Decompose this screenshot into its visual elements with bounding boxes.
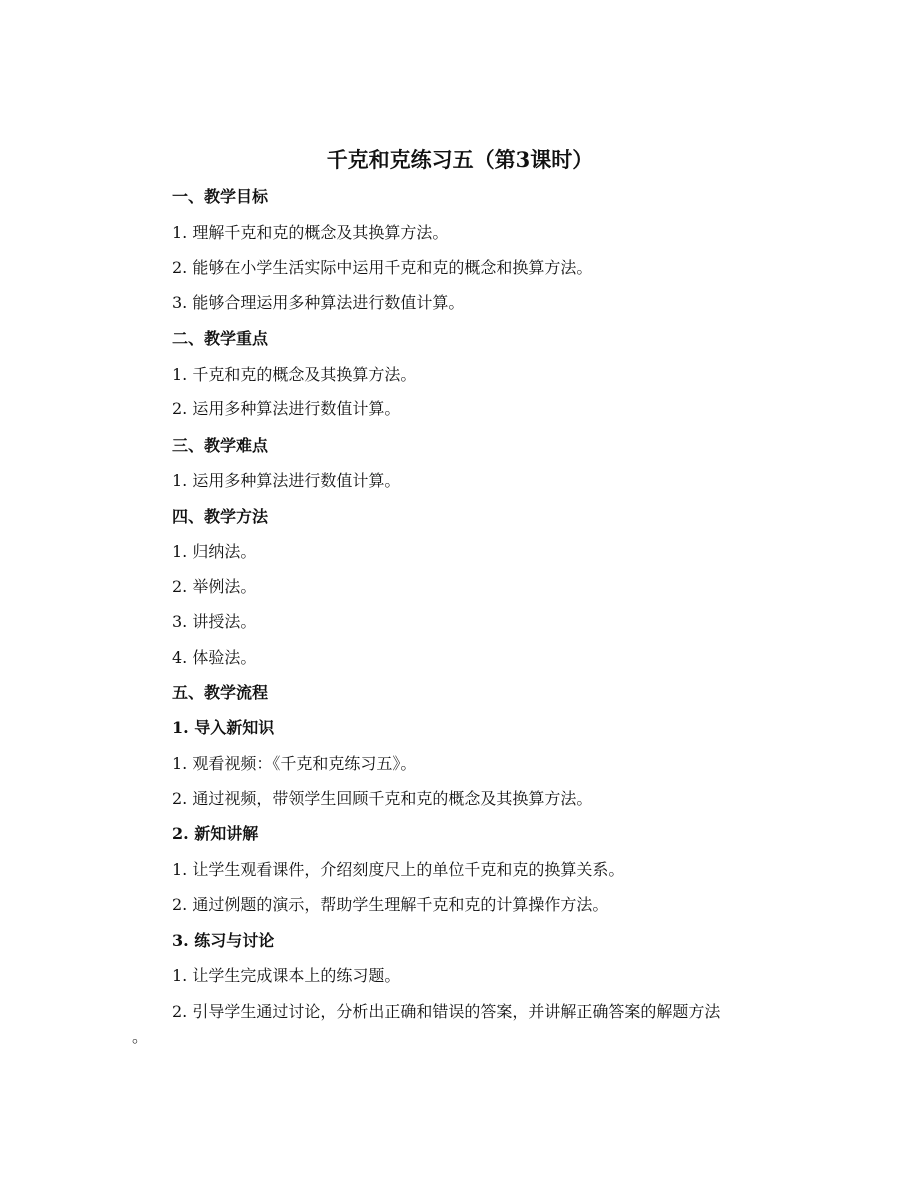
subsection-heading-new-knowledge: 2. 新知讲解: [172, 824, 259, 843]
list-item: 2. 通过例题的演示，帮助学生理解千克和克的计算操作方法。: [172, 895, 609, 914]
subsection-heading-practice: 3. 练习与讨论: [172, 931, 275, 950]
list-item: 1. 运用多种算法进行数值计算。: [172, 471, 401, 490]
list-item: 1. 归纳法。: [172, 542, 257, 561]
list-item: 1. 千克和克的概念及其换算方法。: [172, 365, 417, 384]
list-item: 2. 能够在小学生活实际中运用千克和克的概念和换算方法。: [172, 258, 593, 277]
section-heading-difficulties: 三、教学难点: [172, 436, 269, 455]
section-heading-teaching-goals: 一、教学目标: [172, 187, 269, 206]
list-item: 4. 体验法。: [172, 648, 257, 667]
list-item: 1. 让学生观看课件，介绍刻度尺上的单位千克和克的换算关系。: [172, 860, 625, 879]
subsection-heading-intro: 1. 导入新知识: [172, 718, 275, 737]
list-item: 2. 运用多种算法进行数值计算。: [172, 399, 401, 418]
section-heading-process: 五、教学流程: [172, 683, 269, 702]
document-title: 千克和克练习五（第3课时）: [326, 147, 594, 172]
list-item: 1. 观看视频：《千克和克练习五》。: [172, 754, 417, 773]
list-item-wrap-tail: 。: [132, 1027, 149, 1046]
list-item: 3. 讲授法。: [172, 612, 257, 631]
section-heading-key-points: 二、教学重点: [172, 329, 269, 348]
list-item: 2. 通过视频，带领学生回顾千克和克的概念及其换算方法。: [172, 789, 593, 808]
section-heading-methods: 四、教学方法: [172, 507, 269, 526]
list-item: 2. 举例法。: [172, 577, 257, 596]
list-item: 1. 理解千克和克的概念及其换算方法。: [172, 223, 449, 242]
list-item: 1. 让学生完成课本上的练习题。: [172, 966, 401, 985]
list-item: 2. 引导学生通过讨论，分析出正确和错误的答案，并讲解正确答案的解题方法: [172, 1002, 721, 1021]
list-item: 3. 能够合理运用多种算法进行数值计算。: [172, 293, 465, 312]
